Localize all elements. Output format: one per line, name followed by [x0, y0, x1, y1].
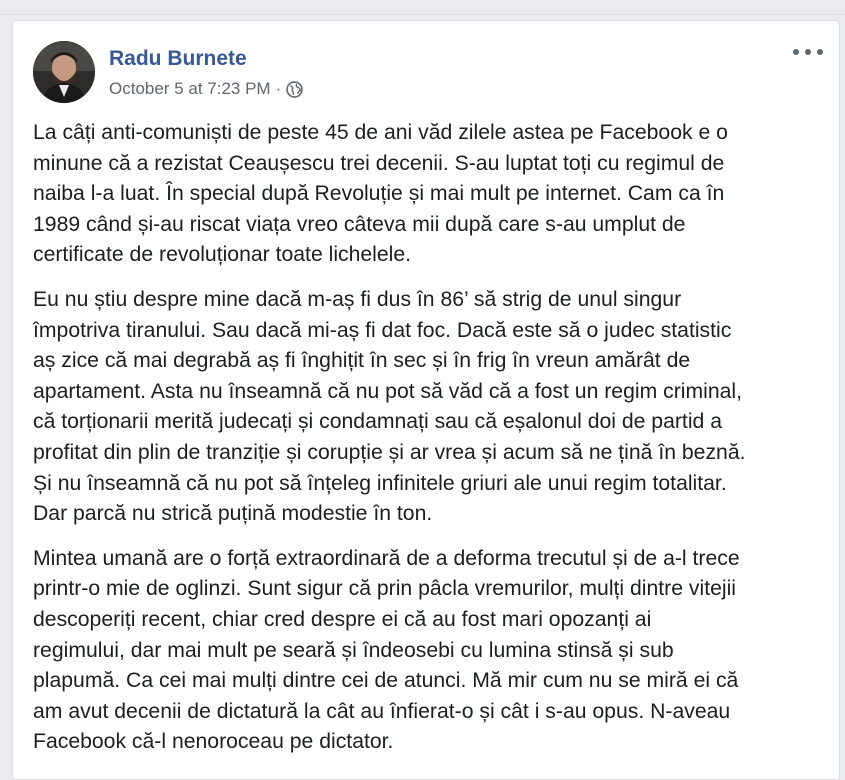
- paragraph-line: certificate de revoluționar toate lichelele.: [33, 243, 412, 267]
- author-name[interactable]: Radu Burnete: [109, 47, 247, 70]
- post-meta: [109, 79, 303, 99]
- globe-icon[interactable]: [286, 81, 303, 98]
- post-card: [12, 20, 840, 780]
- dot: [793, 49, 799, 55]
- post-paragraph: [33, 118, 833, 271]
- paragraph-line: Facebook că-l nenoroceau pe dictator.: [33, 730, 394, 754]
- paragraph-line: aș zice că mai degrabă aș fi înghițit în sec și în frig în vreun amărât de: [33, 349, 691, 373]
- avatar-photo: [33, 41, 95, 103]
- paragraph-line: Eu nu știu despre mine dacă m-aș fi dus în 86’ să strig de unul singur: [33, 287, 682, 311]
- paragraph-line: plapumă. Ca cei mai mulți dintre cei de atunci. Mă mir cum nu se miră ei că: [33, 669, 739, 693]
- paragraph-line: Dar parcă nu strică puțină modestie în ton.: [33, 502, 433, 526]
- paragraph-line: împotriva tiranului. Sau dacă mi-aș fi dat foc. Dacă este să o judec statistic: [33, 318, 732, 342]
- avatar[interactable]: [33, 41, 95, 103]
- paragraph-line: naiba l-a luat. În special după Revoluție și mai mult pe internet. Cam ca în: [33, 182, 725, 206]
- dot: [805, 49, 811, 55]
- dot: [817, 49, 823, 55]
- paragraph-line: printr-o mie de oglinzi. Sunt sigur că prin pâcla vremurilor, mulți dintre vitejii: [33, 577, 736, 601]
- paragraph-line: Mintea umană are o forță extraordinară de a deforma trecutul și de a-l trece: [33, 546, 740, 570]
- post-paragraph: [33, 285, 833, 530]
- paragraph-line: minune că a rezistat Ceaușescu trei decenii. S-au luptat toți cu regimul de: [33, 151, 725, 175]
- paragraph-line: regimului, dar mai mult pe seară și îndeosebi cu lumina stinsă și sub: [33, 638, 674, 662]
- feed-top-edge: [0, 0, 845, 20]
- post-paragraph: [33, 544, 833, 758]
- divider: [0, 14, 845, 15]
- more-options-icon[interactable]: [793, 43, 823, 61]
- paragraph-line: 1989 când și-au riscat viața vreo câteva mii după care s-au umplut de: [33, 212, 686, 236]
- paragraph-line: descoperiți recent, chiar cred despre ei că au fost mari opozanți ai: [33, 607, 652, 631]
- paragraph-line: că torționarii merită judecați și condamnați sau că eșalonul doi de partid a: [33, 410, 722, 434]
- post-body: [33, 118, 833, 772]
- paragraph-line: apartament. Asta nu înseamnă că nu pot să văd că a fost un regim criminal,: [33, 379, 742, 403]
- paragraph-line: Și nu înseamnă că nu pot să înțeleg infinitele griuri ale unui regim totalitar.: [33, 471, 727, 495]
- post-timestamp[interactable]: October 5 at 7:23 PM: [109, 79, 271, 98]
- paragraph-line: profitat din plin de tranziție și corupție și ar vrea și acum să ne țină în beznă.: [33, 440, 746, 464]
- meta-separator: ·: [275, 79, 282, 98]
- paragraph-line: am avut decenii de dictatură la cât au înfierat-o și cât i s-au opus. N-aveau: [33, 699, 731, 723]
- paragraph-line: La câți anti-comuniști de peste 45 de ani văd zilele astea pe Facebook e o: [33, 121, 728, 144]
